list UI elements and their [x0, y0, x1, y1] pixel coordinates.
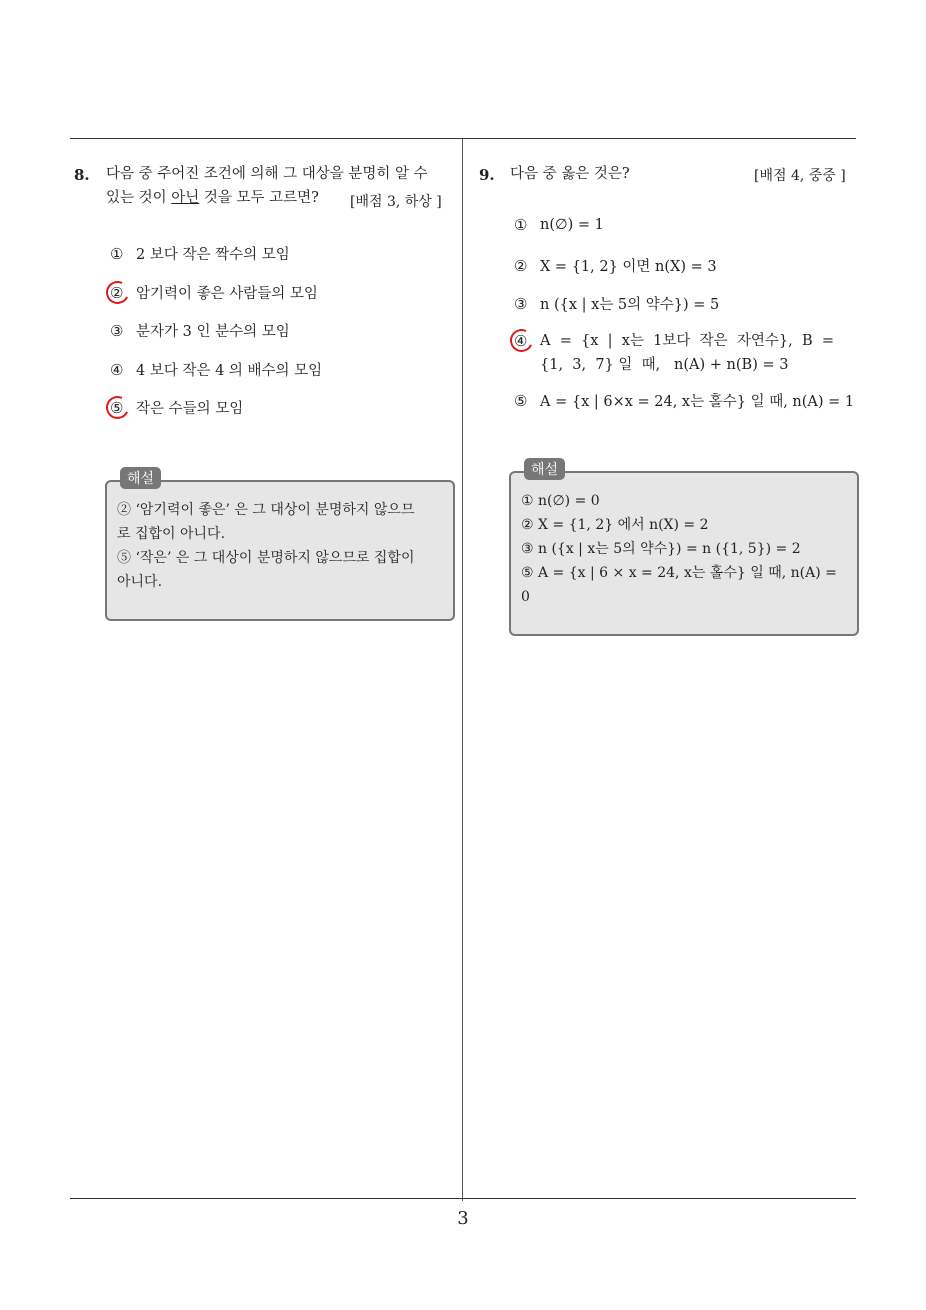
q8-choice-2[interactable]: ② 암기력이 좋은 사람들의 모임: [110, 282, 318, 303]
answer-circle-mark: [507, 326, 536, 355]
q9-choice-5[interactable]: ⑤ A = {x | 6×x = 24, x는 홀수} 일 때, n(A) = 1: [514, 391, 855, 410]
q8-solution-line: 로 집합이 아니다.: [117, 526, 226, 542]
q9-choice-3-mark: ③: [514, 294, 528, 313]
q9-choice-4-mark: ④: [514, 332, 528, 350]
q9-solution-line: ③ n ({x | x는 5의 약수}) = n ({1, 5}) = 2: [521, 541, 801, 557]
q8-choice-1-mark: ①: [110, 244, 124, 263]
q8-number: 8.: [74, 166, 90, 184]
column-divider: [462, 139, 463, 1201]
q8-text-line2: 있는 것이 아닌 것을 모두 고르면?: [106, 190, 319, 206]
q8-solution-line: ⑤ ‘작은’ 은 그 대상이 분명하지 않으므로 집합이: [117, 550, 415, 566]
q9-solution-line: ② X = {1, 2} 에서 n(X) = 2: [521, 517, 709, 533]
q9-solution-tag: 해설: [524, 458, 565, 480]
top-rule: [70, 138, 856, 139]
q8-solution-line: 아니다.: [117, 574, 163, 590]
answer-circle-mark: [103, 392, 132, 421]
q9-choice-1[interactable]: ① n(∅) = 1: [514, 216, 604, 234]
q8-solution-tag: 해설: [120, 467, 161, 489]
q9-choice-4[interactable]: ④ A = {x | x는 1보다 작은 자연수}, B = {1, 3, 7} 일 때, n(A) + n(B) = 3: [514, 332, 850, 377]
bottom-rule: [70, 1198, 856, 1199]
q9-solution-box: [509, 471, 859, 636]
q9-choice-2-mark: ②: [514, 256, 528, 275]
q8-choice-2-mark: ②: [110, 283, 124, 302]
q8-text-line1: 다음 중 주어진 조건에 의해 그 대상을 분명히 알 수: [106, 166, 428, 182]
q9-choice-1-mark: ①: [514, 216, 528, 234]
q8-choice-1[interactable]: ① 2 보다 작은 짝수의 모임: [110, 244, 290, 263]
q8-choice-4[interactable]: ④ 4 보다 작은 4 의 배수의 모임: [110, 360, 323, 379]
answer-circle-mark: [103, 277, 132, 306]
q8-choice-5[interactable]: ⑤ 작은 수들의 모임: [110, 397, 243, 418]
q8-solution-line: ② ‘암기력이 좋은’ 은 그 대상이 분명하지 않으므: [117, 502, 415, 518]
q9-solution-line: ⑤ A = {x | 6 × x = 24, x는 홀수} 일 때, n(A) =: [521, 565, 837, 581]
page-number: 3: [457, 1208, 469, 1229]
q9-solution-line: ① n(∅) = 0: [521, 493, 600, 509]
q8-choice-4-mark: ④: [110, 360, 124, 379]
q9-meta: [배점 4, 중중 ]: [754, 168, 846, 184]
q8-choice-3-mark: ③: [110, 321, 124, 340]
q9-text: 다음 중 옳은 것은?: [510, 166, 630, 182]
q9-choice-2[interactable]: ② X = {1, 2} 이면 n(X) = 3: [514, 256, 717, 275]
q9-number: 9.: [479, 166, 495, 184]
q9-choice-5-mark: ⑤: [514, 391, 528, 410]
q8-choice-5-mark: ⑤: [110, 398, 124, 417]
q8-solution-box: [105, 480, 455, 621]
q8-meta: [배점 3, 하상 ]: [350, 194, 442, 210]
q8-choice-3[interactable]: ③ 분자가 3 인 분수의 모임: [110, 321, 290, 340]
q9-solution-line: 0: [521, 589, 530, 605]
q8-underlined-word: 아닌: [171, 190, 200, 206]
q9-choice-3[interactable]: ③ n ({x | x는 5의 약수}) = 5: [514, 294, 720, 313]
